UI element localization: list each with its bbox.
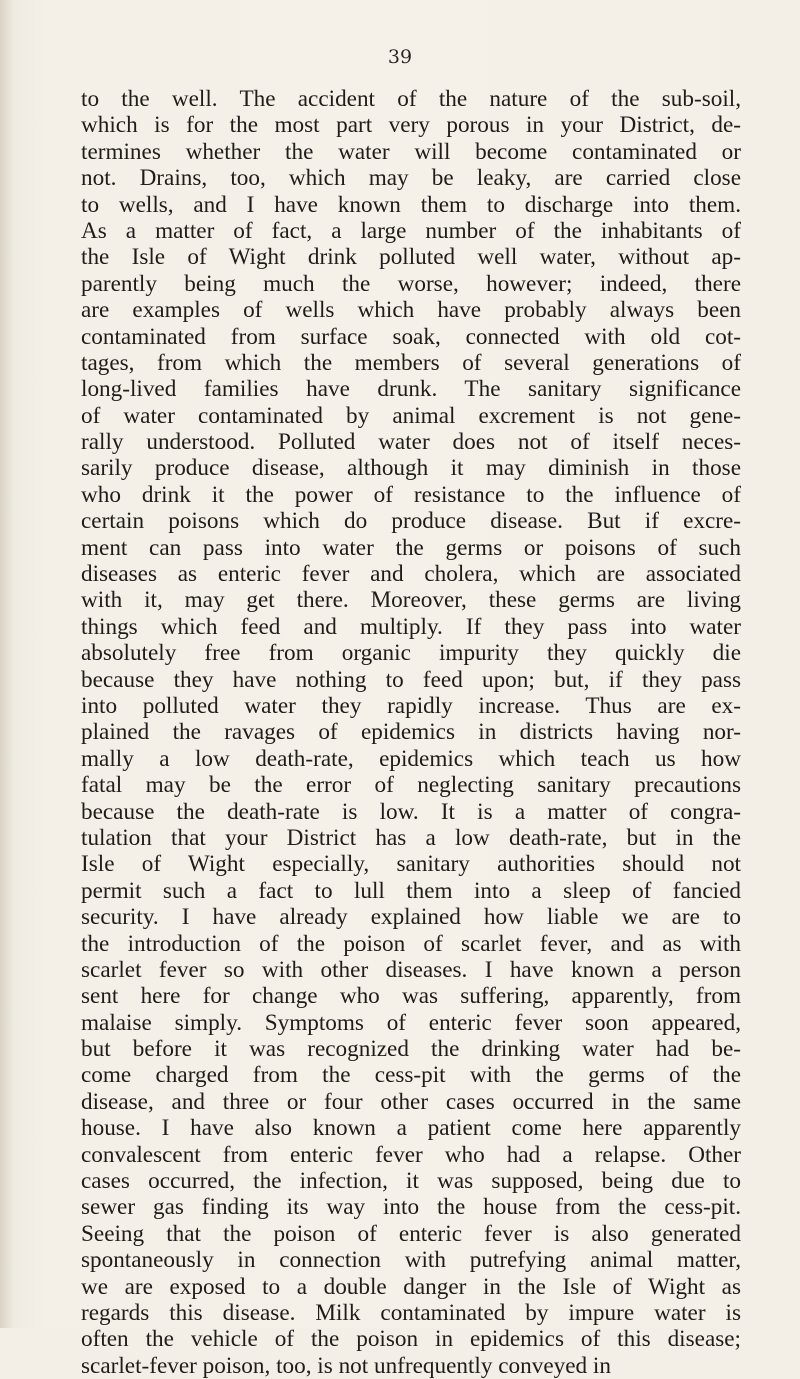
text-line: often the vehicle of the poison in epidemics of this disease; [81, 1326, 741, 1353]
text-line: the introduction of the poison of scarlet fever, and as with [81, 930, 741, 957]
text-line: rally understood. Polluted water does not of itself neces- [81, 429, 741, 456]
text-line: long-lived families have drunk. The sanitary significance [81, 376, 741, 403]
text-line: Isle of Wight especially, sanitary authorities should not [81, 851, 741, 878]
text-line: contaminated from surface soak, connected with old cot- [81, 323, 741, 350]
page-number: 39 [387, 46, 413, 68]
text-line: permit such a fact to lull them into a sleep of fancied [81, 877, 741, 904]
text-line: sewer gas finding its way into the house from the cess-pit. [81, 1194, 741, 1221]
body-paragraph [81, 86, 741, 1379]
text-line: plained the ravages of epidemics in districts having nor- [81, 719, 741, 746]
text-line: cases occurred, the infection, it was supposed, being due to [81, 1168, 741, 1195]
text-line: not. Drains, too, which may be leaky, are carried close [81, 165, 741, 192]
text-line: disease, and three or four other cases occurred in the same [81, 1088, 741, 1115]
text-line: termines whether the water will become contaminated or [81, 138, 741, 165]
text-line: who drink it the power of resistance to the influence of [81, 481, 741, 508]
text-line: mally a low death-rate, epidemics which teach us how [81, 745, 741, 772]
text-line: certain poisons which do produce disease. But if excre- [81, 508, 741, 535]
text-line: security. I have already explained how liable we are to [81, 904, 741, 931]
text-line: regards this disease. Milk contaminated by impure water is [81, 1299, 741, 1326]
text-line: diseases as enteric fever and cholera, which are associated [81, 561, 741, 588]
text-line: parently being much the worse, however; indeed, there [81, 270, 741, 297]
text-line: which is for the most part very porous in your District, de- [81, 112, 741, 139]
text-line: malaise simply. Symptoms of enteric fever soon appeared, [81, 1009, 741, 1036]
text-line: As a matter of fact, a large number of the inhabitants of [81, 217, 741, 244]
text-line: scarlet-fever poison, too, is not unfrequently conveyed in [81, 1352, 611, 1379]
text-line: we are exposed to a double danger in the Isle of Wight as [81, 1273, 741, 1300]
text-line: convalescent from enteric fever who had a relapse. Other [81, 1141, 741, 1168]
text-line: into polluted water they rapidly increase. Thus are ex- [81, 692, 741, 719]
text-line: sent here for change who was suffering, apparently, from [81, 983, 741, 1010]
text-line: come charged from the cess-pit with the germs of the [81, 1062, 741, 1089]
text-line: of water contaminated by animal excrement is not gene- [81, 402, 741, 429]
text-line: tulation that your District has a low death-rate, but in the [81, 824, 741, 851]
text-line: scarlet fever so with other diseases. I have known a person [81, 956, 741, 983]
binding-edge-shadow [0, 0, 14, 1328]
text-line: house. I have also known a patient come here apparently [81, 1115, 741, 1142]
text-line: are examples of wells which have probably always been [81, 297, 741, 324]
text-line: Seeing that the poison of enteric fever is also generated [81, 1220, 741, 1247]
text-line: but before it was recognized the drinking water had be- [81, 1036, 741, 1063]
text-line: absolutely free from organic impurity they quickly die [81, 640, 741, 667]
text-line: because they have nothing to feed upon; but, if they pass [81, 666, 741, 693]
text-line: because the death-rate is low. It is a matter of congra- [81, 798, 741, 825]
text-line: the Isle of Wight drink polluted well water, without ap- [81, 244, 741, 271]
text-line: things which feed and multiply. If they pass into water [81, 613, 741, 640]
text-line: ment can pass into water the germs or poisons of such [81, 534, 741, 561]
text-line: to wells, and I have known them to discharge into them. [81, 191, 741, 218]
text-line: to the well. The accident of the nature of the sub-soil, [81, 86, 741, 112]
text-line: tages, from which the members of several generations of [81, 349, 741, 376]
text-line: with it, may get there. Moreover, these germs are living [81, 587, 741, 614]
text-line: fatal may be the error of neglecting sanitary precautions [81, 772, 741, 799]
text-line: spontaneously in connection with putrefying animal matter, [81, 1247, 741, 1274]
text-line: sarily produce disease, although it may diminish in those [81, 455, 741, 482]
